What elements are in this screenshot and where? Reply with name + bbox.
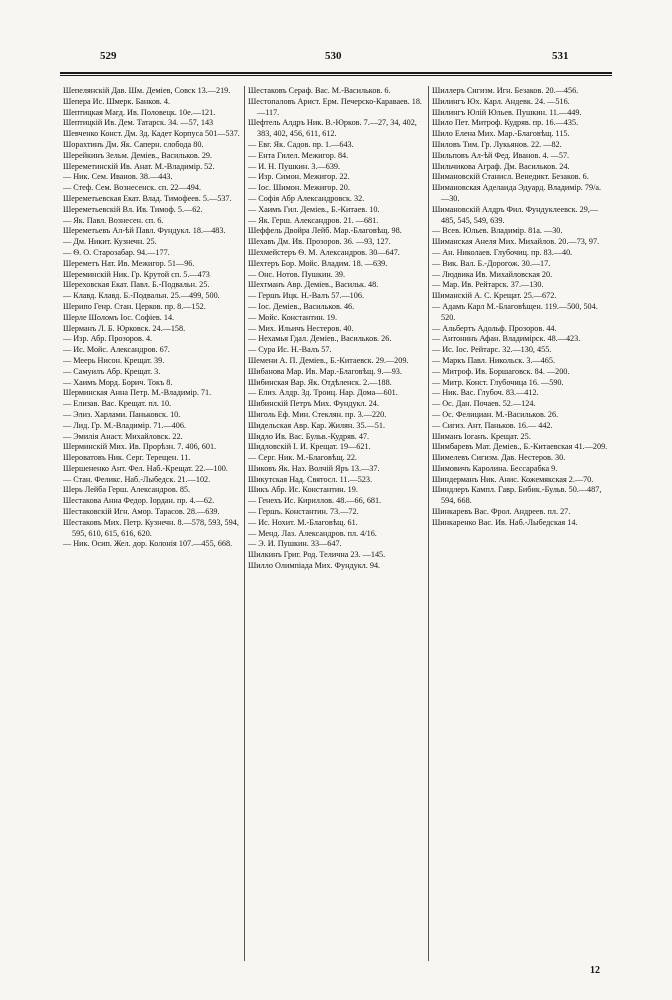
directory-entry: — Евг. Як. Садов. пр. 1.—643. [248,139,354,149]
directory-entry: Шереметьевская Екат. Влад. Тимофеев. 5.—537. [63,193,232,203]
directory-entry: Шидловскій І. И. Крещат. 19—621. [248,442,371,452]
directory-entry: — Іос. Шимон. Межигор. 20. [248,183,350,193]
directory-entry: — Ос. Дан. Почаев. 52.—124. [432,399,536,409]
directory-entry: — Изр. Симон. Межигор. 22. [248,172,350,182]
directory-entry: Шикутская Над. Святосл. 11.—523. [248,474,373,484]
directory-entry: — Маркъ Павл. Никольск. 3.—465. [432,355,556,365]
directory-entry: Шилкинъ Григ. Род. Телична 23. —145. [248,550,386,560]
directory-entry: — Ник. Сем. Иванов. 38.—443. [63,172,173,182]
directory-entry: Шильповъ Ал-ѣй Фед. Иванов. 4. —57. [432,150,570,160]
directory-entry: Шехмейстеръ Ѳ. М. Александров. 30—647. [248,247,400,257]
directory-entry: Шерманъ Л. Б. Юрковск. 24.—158. [63,323,186,333]
directory-entry: Шереметъ Нат. Ив. Межигор. 51—96. [63,258,195,268]
directory-entry: — Людвика Ив. Михайловская 20. [432,269,553,279]
directory-entry: — Софія Абр Александровск. 32. [248,193,365,203]
directory-entry: — Стеф. Сем. Вознесенск. сп. 22—494. [63,183,202,193]
directory-entry: Шехавъ Дм. Ив. Прозоров. 36. —93, 127. [248,237,391,247]
directory-entry: — Элиз. Харлами. Паньковск. 10. [63,409,181,419]
directory-entry: Шероватовъ Ник. Серг. Терещен. 11. [63,453,191,463]
directory-entry: Шерь Лейба Герш. Александров. 85. [63,485,191,495]
directory-entry: — Хаимъ Гил. Деміев., Б.-Китаев. 10. [248,204,380,214]
directory-entry: — Серг. Ник. М.-Благовѣщ. 22. [248,453,357,463]
directory-entry: Шестаковскій Игн. Амор. Тарасов. 28.—639. [63,507,220,517]
directory-columns [60,86,612,961]
directory-entry: — Ис. Мойс. Александров. 67. [63,345,170,355]
directory-entry: — Мих. Ильичъ Нестеров. 40. [248,323,354,333]
directory-entry: — Самуилъ Абр. Крещат. 3. [63,366,161,376]
directory-entry: Шевченко Конст. Дм. Зд. Кадет Корпуса 501—537. [63,129,240,139]
directory-entry: Шиманъ Іоганъ. Крещат. 25. [432,431,531,441]
directory-entry: Шилингъ Юлій Юльев. Пушкин. 11.—449. [432,107,582,117]
directory-entry: Шорахтинъ Дм. Як. Саперн. слобода 80. [63,139,204,149]
column-2 [244,86,428,961]
directory-entry: Шикъ Абр. Ис. Константин. 19. [248,485,358,495]
directory-entry: Шефтель Алдръ Ник. В.-Юрков. 7.—27, 34, 402, 383, 402, 456, 611, 612. [248,118,417,139]
directory-entry: Шимовичъ Каролина. Бессарабка 9. [432,463,558,473]
directory-entry: Шептицкій Ив. Дем. Татарск. 34. —57, 143 [63,118,214,128]
directory-entry: Шибинская Вар. Як. Отдѣленск. 2.—188. [248,377,392,387]
directory-entry: Шестаковъ Мих. Петр. Кузнечн. 8.—578, 593, 594, 595, 610, 615, 616, 620. [63,517,239,538]
directory-entry: — Адамъ Карл М.-Благовѣщен. 119.—500, 504. 520. [432,301,598,322]
directory-entry: — Ис. Іос. Рейтарс. 32.—130, 455. [432,345,552,355]
directory-entry: Шереминскій Ник. Гр. Крутой сп. 5.—473 [63,269,210,279]
directory-entry: Шиголь Еф. Мин. Стеклян. пр. 3.—220. [248,409,387,419]
directory-entry: — И. Н. Пушкин. 3.—639. [248,161,341,171]
directory-entry: — Гершъ. Константин. 73.—72. [248,507,359,517]
directory-entry: — Елизав. Вас. Крещат. пл. 10. [63,399,172,409]
directory-entry: Шилло Олимпіада Мих. Фундукл. 94. [248,561,381,571]
directory-entry: Шильчикова Аграф. Дм. Васильков. 24. [432,161,570,171]
right-page-number: 531 [552,50,569,62]
signature-mark: 12 [590,965,600,976]
header-rule-thin [60,75,612,76]
directory-entry: Шиловъ Тим. Гр. Лукьянов. 22. —82. [432,139,562,149]
directory-entry: — Нехамья Гдал. Деміев., Васильков. 26. [248,334,392,344]
directory-entry: Шиковъ Як. Наз. Волчій Яръ 13.—37. [248,463,380,473]
directory-entry: Шеффель Двойра Лейб. Мар.-Благовѣщ. 98. [248,226,402,236]
directory-entry: — Гершъ Ицк. Н.-Валъ 57.—106. [248,291,364,301]
directory-entry: Шереховская Екат. Павл. Б.-Подвальн. 25. [63,280,210,290]
directory-entry: Шило Пет. Митроф. Кудряв. пр. 16.—435. [432,118,579,128]
directory-entry: — Ан. Николаев. Глубочиц. пр. 83.—40. [432,247,573,257]
directory-entry: Шерейкинъ Зельм. Деміев., Васильков. 29. [63,150,213,160]
directory-entry: Шибанова Мар. Ив. Мар.-Благовѣщ. 9.—93. [248,366,402,376]
directory-entry: — Онс. Нотов. Пушкин. 39. [248,269,346,279]
directory-entry: Шило Елена Мих. Мар.-Благовѣщ. 115. [432,129,570,139]
directory-entry: — Сигиз. Ант. Паньков. 16.— 442. [432,420,553,430]
directory-entry: — Ник. Осип. Жел. дор. Колонія 107.—455, 668. [63,539,233,549]
directory-entry: Шепелянскій Дав. Шм. Деміев, Совск 13.—219. [63,86,231,95]
directory-entry: Шемени А. П. Деміев., Б.-Китаевск. 29.—209. [248,355,409,365]
directory-entry: Шерипо Генр. Стан. Церков. пр. 8.—152. [63,301,206,311]
directory-entry: — Генехъ Ис. Кириллов. 48.—66, 681. [248,496,382,506]
directory-entry: — Ис. Нохит. М.-Благовѣщ. 61. [248,517,358,527]
directory-entry: — Эмилія Анаст. Михайловск. 22. [63,431,183,441]
directory-entry: Шинкаренко Вас. Ив. Наб.-Лыбедская 14. [432,517,578,527]
directory-entry: — Дм. Никит. Кузнечн. 25. [63,237,157,247]
directory-entry: — Лид. Гр. М.-Владимір. 71.—406. [63,420,187,430]
directory-entry: Шестакова Анна Федор. Іордан. пр. 4.—62. [63,496,215,506]
directory-entry: Шершененко Ант. Фел. Наб.-Крещат. 22.—100. [63,463,228,473]
directory-entry: Шереметьевскій Вл. Ив. Тимоф. 5.—62. [63,204,203,214]
directory-entry: — Як. Герш. Александров. 21. —681. [248,215,379,225]
directory-entry: Шерминская Анна Петр. М.-Владимір. 71. [63,388,212,398]
directory-entry: Шиндерманъ Ник. Анис. Кожемякская 2.—70. [432,474,594,484]
directory-entry: — Мар. Ив. Рейтарск. 37.—130. [432,280,544,290]
directory-entry: — Антонинъ Афан. Владимірск. 48.—423. [432,334,581,344]
directory-entry: Шиндлеръ Кампл. Гавр. Бибик.-Бульв. 50.—487, 594, 668. [432,485,602,506]
directory-entry: — Ента Гилел. Межигор. 84. [248,150,349,160]
column-3 [428,86,612,961]
directory-entry: — Альбертъ Адольф. Прозоров. 44. [432,323,557,333]
directory-entry: — Изр. Абр. Прозоров. 4. [63,334,153,344]
directory-entry: — Стан. Феликс. Наб.-Лыбедск. 21.—102. [63,474,211,484]
directory-entry: Шиманскій А. С. Крещат. 25.—672. [432,291,557,301]
directory-entry: — Як. Павл. Вознесен. сп. 6. [63,215,164,225]
directory-entry: — Митроф. Ив. Боршаговск. 84. —200. [432,366,570,376]
directory-entry: — Іос. Деміев., Васильков. 46. [248,301,355,311]
directory-entry: Шепера Ис. Шмерк. Банков. 4. [63,96,171,106]
directory-entry: Шерле Шоломъ Іос. Софіев. 14. [63,312,175,322]
directory-entry: — Митр. Конст. Глубочица 16. —590. [432,377,564,387]
directory-entry: Шимелевъ Сигизм. Дав. Нестеров. 30. [432,453,566,463]
directory-entry: Шилингъ Юх. Карл. Андевк. 24. —516. [432,96,570,106]
header-rule [60,72,612,74]
center-page-number: 530 [325,50,342,62]
directory-entry: Шиманская Анеля Мих. Михайлов. 20.—73, 97. [432,237,600,247]
directory-entry: Шинкаревъ Вас. Фрол. Андреев. пл. 27. [432,507,571,517]
left-page-number: 529 [100,50,117,62]
directory-entry: Шереметинскій Ив. Анат. М.-Владимір. 52. [63,161,215,171]
column-1 [60,86,244,961]
directory-entry: — Ѳ. О. Старозабар. 94.—177. [63,247,170,257]
directory-entry: — Ник. Вас. Глубоч. 83.—412. [432,388,539,398]
directory-entry: — Елиз. Алдр. Зд. Троиц. Нар. Дома—601. [248,388,398,398]
directory-entry: Шептицкая Магд. Ив. Половецк. 10е.—121. [63,107,216,117]
directory-entry: Шехтеръ Бор. Мойс. Владим. 18. —639. [248,258,388,268]
directory-entry: — Клавд. Клавд. Б.-Подвальн. 25.—499, 500. [63,291,220,301]
directory-entry: — Мойс. Константин. 19. [248,312,338,322]
directory-entry: Шереметьевъ Ал-ѣй Павл. Фундукл. 18.—483. [63,226,226,236]
directory-entry: Шидельская Авр. Кар. Жилян. 35.—51. [248,420,386,430]
directory-entry: Шимановская Аделаида Эдуард. Владимір. 79/а.—30. [432,183,602,203]
directory-entry: — Менд. Лаз. Александров. пл. 4/16. [248,528,377,538]
directory-entry: Шимановскій Алдръ Фил. Фундуклеевск. 29,—485, 545, 549, 639. [432,204,599,225]
directory-entry: Шестаковъ Сераф. Вас. М.-Васильков. 6. [248,86,391,95]
directory-entry: Шимбаревъ Мат. Деміев., Б.-Китаевская 41.—209. [432,442,608,452]
directory-entry: — Ос. Фелициан. М.-Васильков. 26. [432,409,559,419]
page-header [60,50,612,70]
directory-entry: — Хаимъ Морд. Борич. Токъ 8. [63,377,173,387]
directory-entry: Шибинскій Петръ Мих. Фундукл. 24. [248,399,379,409]
directory-entry: — Меерь Нисон. Крещат. 39. [63,355,165,365]
directory-entry: — Э. И. Пушкин. 33—647. [248,539,342,549]
directory-entry: Шестопаловъ Арист. Ерм. Печерско-Караваев. 18.—117. [248,96,422,117]
directory-entry: Шидло Ив. Вас. Бульв.-Кудряв. 47. [248,431,370,441]
directory-entry: Шимановскій Станисл. Венедикт. Безаков. 6. [432,172,589,182]
directory-entry: Шехтманъ Авр. Деміев., Васильк. 48. [248,280,379,290]
directory-entry: Шиллеръ Сигизм. Игн. Безаков. 20.—456. [432,86,579,95]
directory-entry: — Вик. Вал. Б.-Дорогож. 30.—17. [432,258,551,268]
directory-entry: Шерминскій Мих. Ив. Прорѣзн. 7. 406, 601. [63,442,217,452]
directory-entry: — Всев. Юльев. Владимір. 81а. —30. [432,226,563,236]
directory-entry: — Сура Ис. Н.-Валъ 57. [248,345,332,355]
